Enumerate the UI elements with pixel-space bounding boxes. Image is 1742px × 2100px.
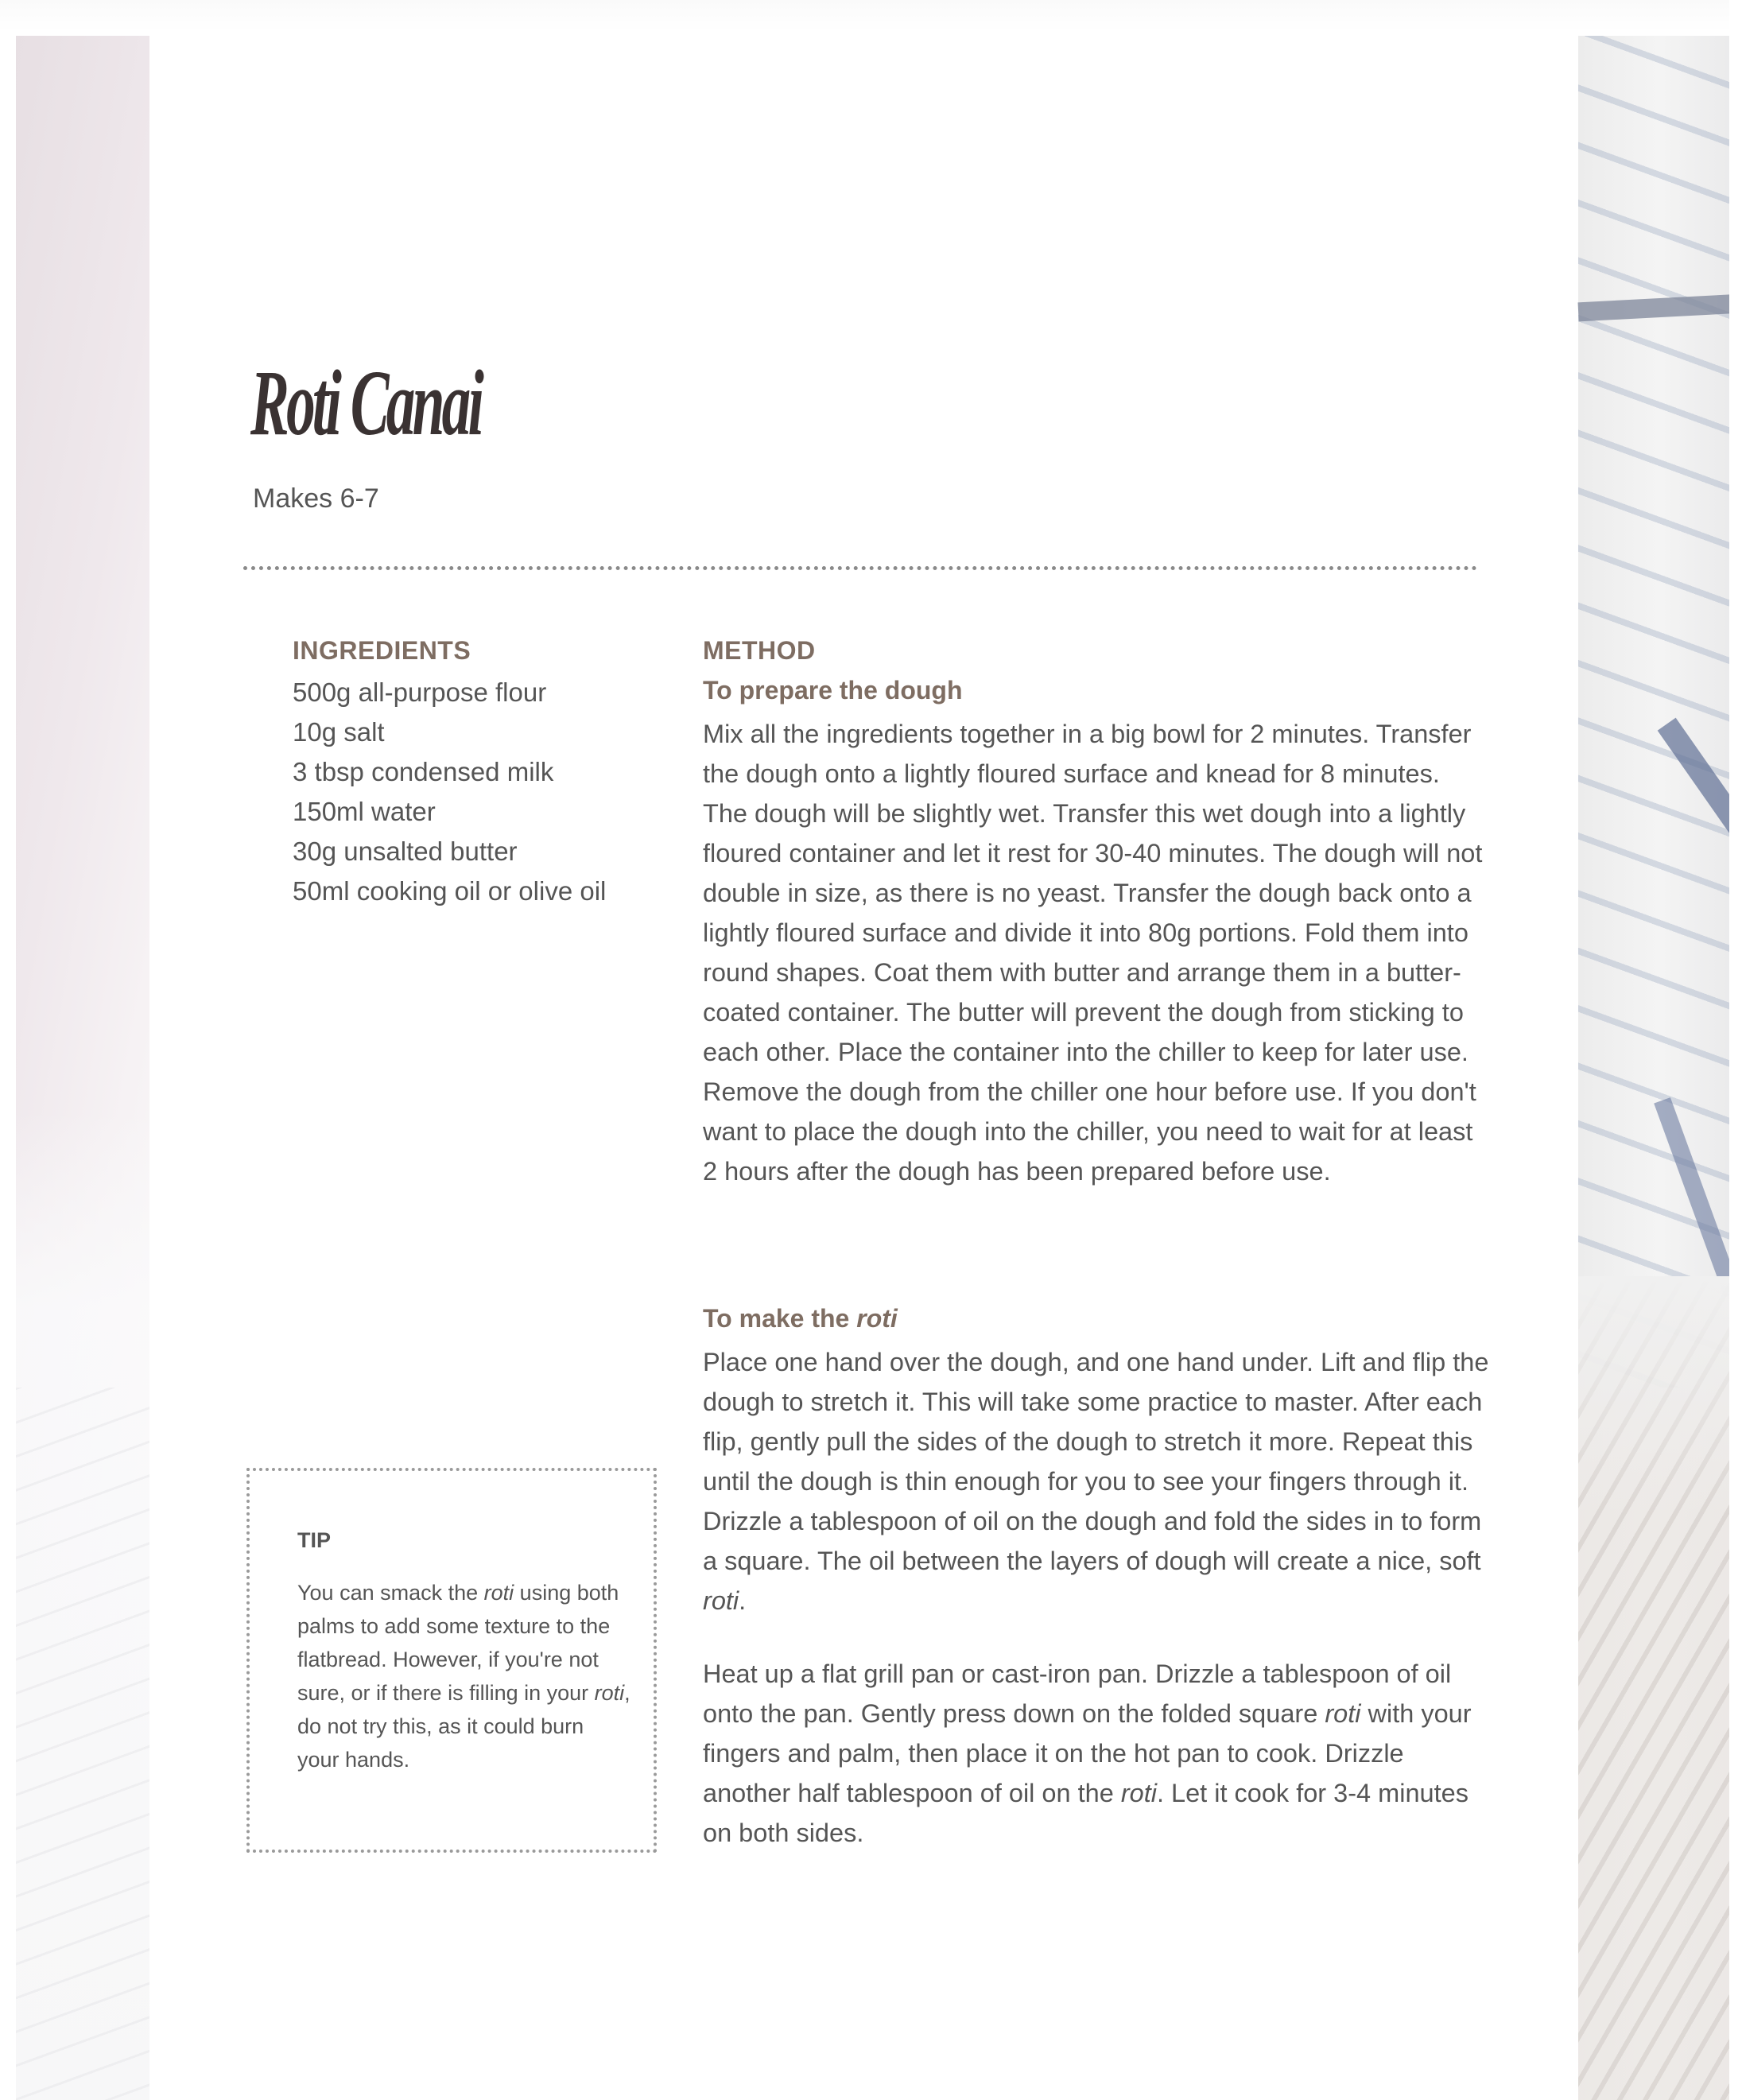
tip-box: [246, 1468, 657, 1853]
ingredients-heading: INGREDIENTS: [293, 636, 471, 665]
ingredient-item: 50ml cooking oil or olive oil: [293, 876, 607, 906]
make-roti-text-1: Place one hand over the dough, and one hand under. Lift and flip the dough to stretch it. This will take some practice to master. After each flip, gently pull the sides of the dough to stretch it more. Repeat this until the dough is thin enough for you to see your fingers through it. Drizzle a tablespoon of oil on the dough and fold the sides in to form a square. The oil between the layers of dough will create a nice, soft roti.: [703, 1348, 1489, 1615]
ingredient-item: 500g all-purpose flour: [293, 677, 547, 707]
recipe-title: Roti Canai: [250, 351, 482, 455]
dotted-divider: [243, 566, 1477, 570]
ingredient-item: 10g salt: [293, 717, 385, 747]
tip-text: You can smack the roti using both palms to add some texture to the flatbread. However, if you're not sure, or if there is filling in your roti, do not try this, as it could burn your hands.: [297, 1581, 630, 1772]
ingredient-item: 150ml water: [293, 797, 436, 826]
make-roti-heading: To make the roti: [703, 1304, 898, 1333]
method-heading: METHOD: [703, 636, 816, 665]
ingredient-item: 30g unsalted butter: [293, 837, 518, 866]
make-roti-text-2: Heat up a flat grill pan or cast-iron pan. Drizzle a tablespoon of oil onto the pan. Gently press down on the folded square roti with your fingers and palm, then place it on the hot pan to cook. Drizzle another half tablespoon of oil on the roti. Let it cook for 3-4 minutes on both sides.: [703, 1659, 1472, 1847]
ingredient-item: 3 tbsp condensed milk: [293, 757, 554, 786]
ingredients-list: [293, 673, 606, 911]
prepare-dough-text: Mix all the ingredients together in a big bowl for 2 minutes. Transfer the dough onto a lightly floured surface and knead for 8 minutes. The dough will be slightly wet. Transfer this wet dough into a lightly floured container and let it rest for 30-40 minutes. The dough will not double in size, as there is no yeast. Transfer the dough back onto a lightly floured surface and divide it into 80g portions. Fold them into round shapes. Coat them with butter and arrange them in a butter-coated container. The butter will prevent the dough from sticking to each other. Place the container into the chiller to keep for later use. Remove the dough from the chiller one hour before use. If you don't want to place the dough into the chiller, you need to wait for at least 2 hours after the dough has been prepared before use.: [703, 720, 1483, 1186]
prepare-dough-heading: To prepare the dough: [703, 676, 963, 705]
scan-edge: [0, 0, 1742, 32]
right-photo-strip: [1578, 36, 1742, 2100]
tip-heading: TIP: [297, 1528, 332, 1552]
recipe-yield: Makes 6-7: [253, 483, 379, 514]
left-photo-strip: [16, 36, 149, 2100]
